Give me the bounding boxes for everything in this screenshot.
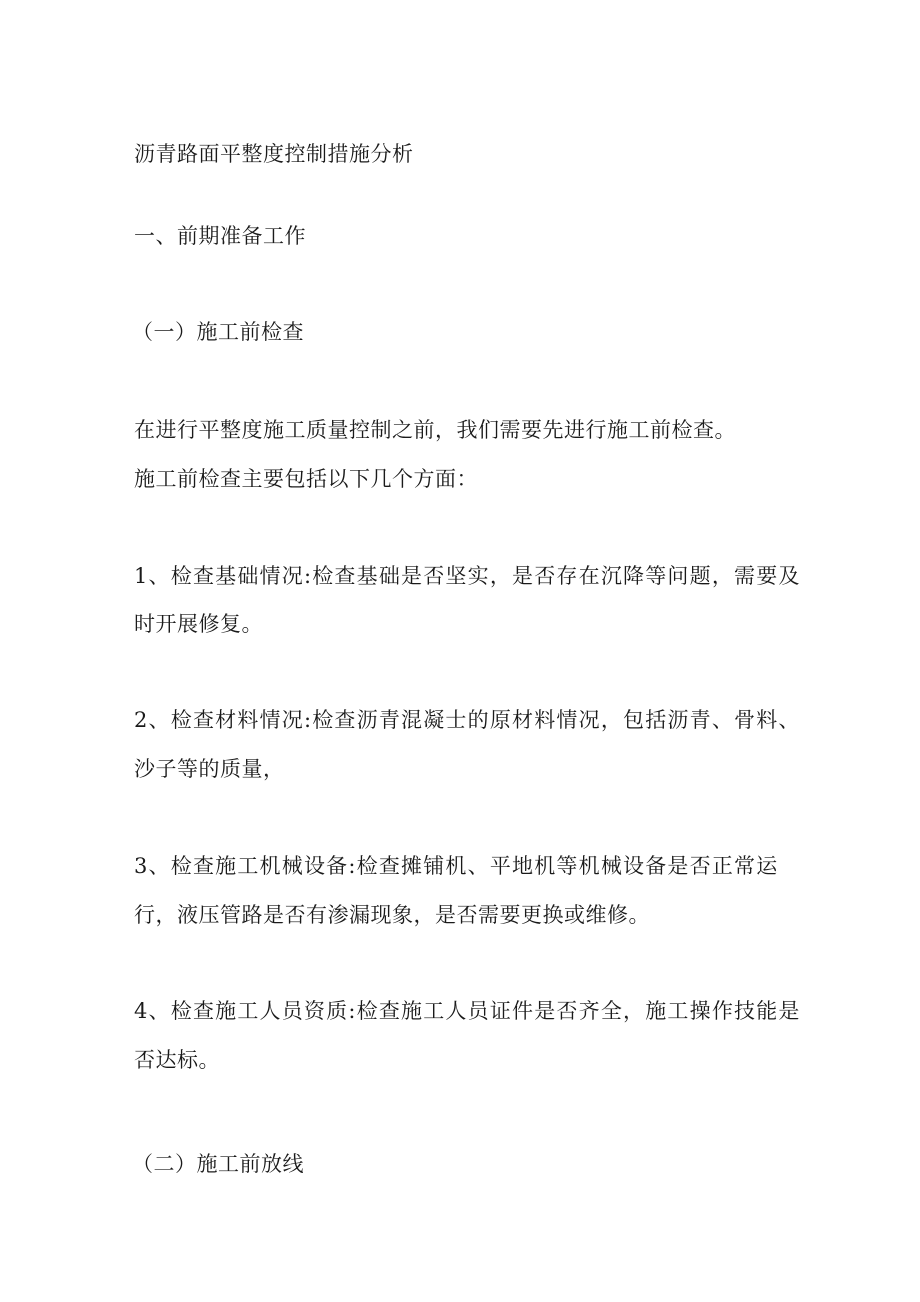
list-item-2-line-2: 沙子等的质量，	[134, 757, 285, 781]
list-item-1-line-2: 时开展修复。	[134, 612, 263, 636]
document-title: 沥青路面平整度控制措施分析	[134, 142, 414, 166]
list-item-4-line-2: 否达标。	[134, 1048, 220, 1072]
section-heading-1: 一、前期准备工作	[134, 224, 306, 248]
subsection-heading-2: （二）施工前放线	[132, 1152, 304, 1176]
subsection-heading-1: （一）施工前检查	[132, 320, 304, 344]
paragraph-line: 施工前检查主要包括以下几个方面：	[134, 467, 478, 491]
list-item-3-line-2: 行，液压管路是否有渗漏现象，是否需要更换或维修。	[134, 903, 650, 927]
list-item-2-line-1: 2、检查材料情况:检查沥青混凝士的原材料情况，包括沥青、骨料、	[134, 708, 801, 732]
list-item-3-line-1: 3、检查施工机械设备:检查摊铺机、平地机等机械设备是否正常运	[134, 854, 779, 878]
list-item-1-line-1: 1、检查基础情况:检查基础是否坚实，是否存在沉降等问题，需要及	[134, 564, 801, 588]
paragraph-line: 在进行平整度施工质量控制之前，我们需要先进行施工前检查。	[134, 418, 736, 442]
list-item-4-line-1: 4、检查施工人员资质:检查施工人员证件是否齐全，施工操作技能是	[134, 999, 801, 1023]
